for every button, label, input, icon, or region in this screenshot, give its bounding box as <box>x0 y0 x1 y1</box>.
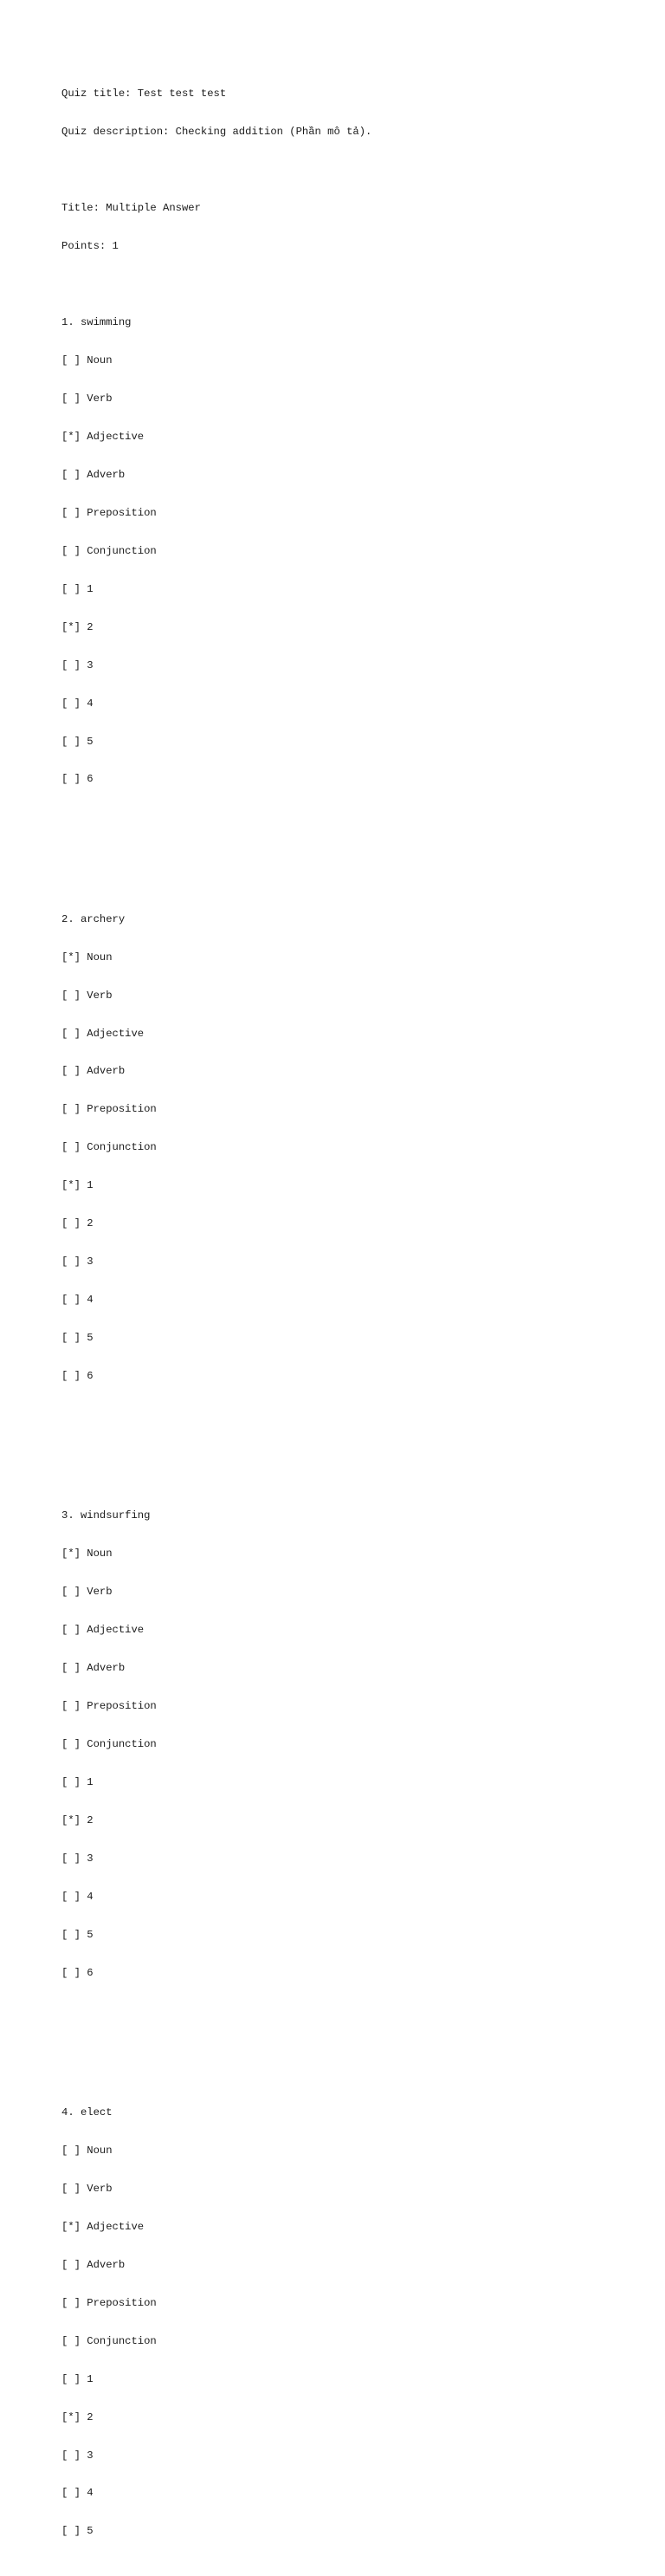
option-line: [*] Noun <box>61 951 113 964</box>
question-heading: 1. swimming <box>61 316 132 329</box>
spacer <box>61 837 371 850</box>
option-line: [ ] 3 <box>61 1852 94 1865</box>
option-line: [ ] 5 <box>61 735 94 748</box>
option-line: [ ] 1 <box>61 2372 94 2385</box>
question-4 <box>61 2081 371 2564</box>
option-line: [ ] 1 <box>61 582 94 595</box>
spacer <box>61 1433 371 1446</box>
option-line: [ ] Noun <box>61 2144 113 2157</box>
question-2 <box>61 887 371 1408</box>
option-line: [ ] Verb <box>61 989 113 1002</box>
option-line: [ ] Conjunction <box>61 544 157 557</box>
option-line: [ ] 5 <box>61 1332 94 1345</box>
quiz-description-line: Quiz description: Checking addition (Phần mô tả). <box>61 126 372 139</box>
option-line: [ ] 3 <box>61 659 94 672</box>
option-line: [ ] Verb <box>61 1586 113 1599</box>
option-line: [ ] 4 <box>61 2487 94 2500</box>
option-line: [ ] Verb <box>61 392 113 405</box>
option-line: [ ] Conjunction <box>61 1141 157 1154</box>
option-line: [ ] 6 <box>61 773 94 786</box>
option-line: [*] 2 <box>61 620 94 633</box>
option-line: [*] 1 <box>61 1179 94 1192</box>
option-line: [ ] 5 <box>61 1928 94 1941</box>
option-line: [ ] 2 <box>61 1217 94 1230</box>
option-line: [ ] 4 <box>61 1294 94 1307</box>
question-heading: 4. elect <box>61 2106 113 2119</box>
option-line: [ ] Preposition <box>61 1700 157 1713</box>
points-line: Points: 1 <box>61 240 119 253</box>
option-line: [ ] Preposition <box>61 506 157 519</box>
option-line: [ ] Preposition <box>61 2296 157 2309</box>
spacer <box>61 164 371 177</box>
option-line: [ ] Conjunction <box>61 2334 157 2347</box>
option-line: [*] Adjective <box>61 430 145 443</box>
option-line: [ ] Verb <box>61 2182 113 2195</box>
option-line: [ ] Adverb <box>61 468 126 481</box>
quiz-document <box>61 62 371 2576</box>
option-line: [ ] Adverb <box>61 2258 126 2271</box>
question-heading: 2. archery <box>61 912 126 925</box>
section-title-line: Title: Multiple Answer <box>61 202 201 215</box>
question-1 <box>61 291 371 812</box>
option-line: [ ] 3 <box>61 2449 94 2462</box>
option-line: [ ] Adjective <box>61 1624 145 1637</box>
option-line: [ ] 1 <box>61 1775 94 1788</box>
option-line: [*] Noun <box>61 1548 113 1561</box>
option-line: [*] 2 <box>61 2411 94 2424</box>
question-3 <box>61 1484 371 2005</box>
option-line: [ ] Adverb <box>61 1662 126 1675</box>
option-line: [ ] Adjective <box>61 1027 145 1040</box>
option-line: [*] Adjective <box>61 2220 145 2233</box>
option-line: [ ] 4 <box>61 1890 94 1903</box>
option-line: [ ] Conjunction <box>61 1738 157 1751</box>
option-line: [ ] 3 <box>61 1256 94 1269</box>
option-line: [ ] 6 <box>61 1370 94 1383</box>
option-line: [ ] 5 <box>61 2525 94 2538</box>
option-line: [ ] Preposition <box>61 1103 157 1116</box>
spacer <box>61 2030 371 2043</box>
option-line: [ ] Noun <box>61 354 113 367</box>
quiz-title-line: Quiz title: Test test test <box>61 88 227 101</box>
question-heading: 3. windsurfing <box>61 1509 151 1522</box>
option-line: [ ] 6 <box>61 1966 94 1979</box>
option-line: [*] 2 <box>61 1814 94 1827</box>
option-line: [ ] 4 <box>61 697 94 710</box>
option-line: [ ] Adverb <box>61 1065 126 1078</box>
